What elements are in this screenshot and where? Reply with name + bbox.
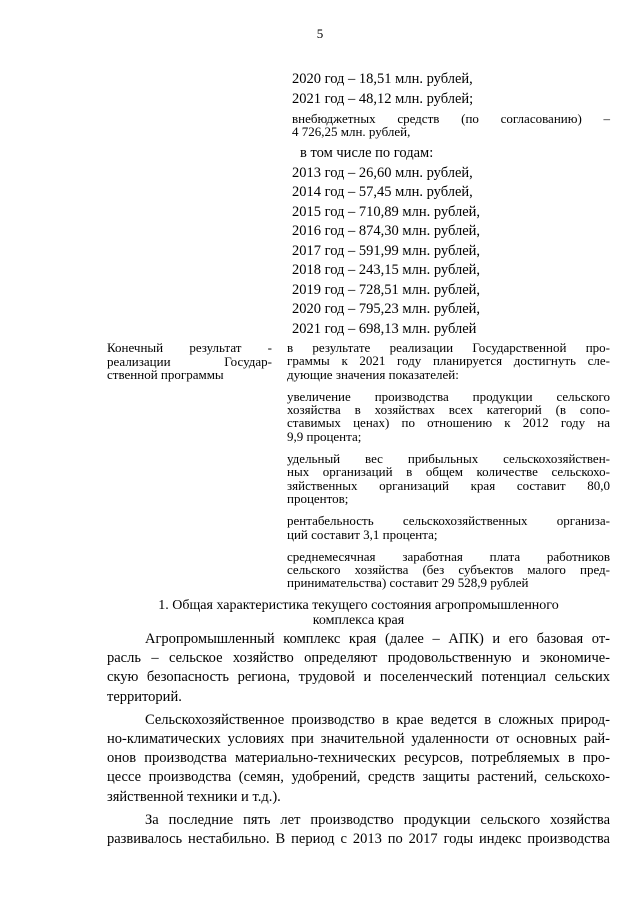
result-line: ставимых ценах) по отношению к 2012 году на — [287, 415, 610, 431]
result-line: хозяйства в хозяйствах всех категорий (в сопо- — [287, 402, 610, 418]
funding-list — [292, 70, 610, 339]
body-text — [107, 630, 610, 853]
section-title-line: комплекса края — [312, 613, 405, 628]
result-line: ных организаций в общем количестве сельскохо- — [287, 464, 610, 480]
body-line: Агропромышленный комплекс края (далее – АПК) и его базовая от- — [145, 631, 610, 647]
section-title — [107, 598, 610, 628]
funding-year-line: 2020 год – 795,23 млн. рублей, — [292, 301, 481, 317]
extrabudgetary-funds — [292, 112, 610, 138]
result-paragraph — [287, 341, 610, 381]
result-line: принимательства) составит 29 528,9 рублей — [287, 575, 529, 591]
funding-year-line: 2015 год – 710,89 млн. рублей, — [292, 203, 481, 220]
result-paragraph — [287, 514, 610, 541]
result-line: удельный вес прибыльных сельскохозяйствен- — [287, 451, 610, 467]
body-line: скую безопасность региона, трудовой и поселенческий потенциал сельских — [107, 669, 610, 686]
final-result-values — [287, 341, 610, 599]
funding-line: 2021 год – 48,12 млн. рублей; — [292, 90, 474, 107]
funding-year-line: 2018 год – 243,15 млн. рублей, — [292, 262, 481, 278]
funding-year-line: 2016 год – 874,30 млн. рублей, — [292, 223, 481, 239]
result-line: процентов; — [287, 490, 349, 506]
funding-year-line: 2021 год – 698,13 млн. рублей — [292, 320, 477, 337]
result-line: среднемесячная заработная плата работников — [287, 548, 610, 564]
label-line: реализации Государ- — [107, 353, 272, 369]
result-line: ций составит 3,1 процента; — [287, 526, 438, 542]
body-paragraph — [107, 711, 610, 807]
result-line: зяйственных организаций края составит 80,0 — [287, 477, 610, 493]
page-number: 5 — [316, 26, 324, 41]
extrabudgetary-line: 4 726,25 млн. рублей, — [292, 124, 411, 139]
result-line: дующие значения показателей: — [287, 366, 459, 382]
funding-year-line: 2014 год – 57,45 млн. рублей, — [292, 184, 473, 200]
result-line: граммы к 2021 году планируется достигнуть сле- — [287, 353, 610, 369]
label-line: ственной программы — [107, 367, 224, 382]
body-line: расль – сельское хозяйство определяют продовольственную и экономиче- — [107, 650, 610, 667]
by-years-label: в том числе по годам: — [300, 145, 434, 161]
result-line: 9,9 процента; — [287, 428, 362, 444]
funding-year-line: 2017 год – 591,99 млн. рублей, — [292, 242, 481, 259]
funding-line: 2020 год – 18,51 млн. рублей, — [292, 71, 473, 87]
body-line: зяйственной техники и т.д.). — [107, 788, 281, 805]
body-paragraph — [107, 630, 610, 707]
result-paragraph — [287, 452, 610, 505]
result-line: рентабельность сельскохозяйственных организа- — [287, 513, 610, 529]
funding-year-line: 2019 год – 728,51 млн. рублей, — [292, 281, 481, 298]
section-title-line: 1. Общая характеристика текущего состояния агропромышленного — [158, 598, 559, 613]
final-result-label — [107, 341, 272, 382]
body-line: Сельскохозяйственное производство в крае ведется в сложных природ- — [145, 711, 610, 728]
label-line: Конечный результат - — [107, 340, 272, 355]
funding-year-line: 2013 год – 26,60 млн. рублей, — [292, 164, 473, 181]
result-line: в результате реализации Государственной про- — [287, 340, 610, 355]
result-line: сельского хозяйства (без субъектов малого пред- — [287, 562, 610, 578]
result-paragraph — [287, 390, 610, 443]
result-line: увеличение производства продукции сельского — [287, 388, 610, 404]
extrabudgetary-line: внебюджетных средств (по согласованию) – — [292, 111, 610, 126]
body-line: цессе производства (семян, удобрений, средств защиты растений, сельскохо- — [107, 769, 610, 786]
body-line: но-климатических условиях при значительной удаленности от основных рай- — [107, 731, 610, 748]
body-line: За последние пять лет производство продукции сельского хозяйства — [145, 811, 610, 828]
body-line: территорий. — [107, 688, 182, 705]
result-paragraph — [287, 550, 610, 590]
body-line: онов производства материально-технических ресурсов, потребляемых в про- — [107, 750, 610, 767]
body-line: развивалось нестабильно. В период с 2013 по 2017 годы индекс производства — [107, 831, 610, 848]
body-paragraph — [107, 811, 610, 849]
